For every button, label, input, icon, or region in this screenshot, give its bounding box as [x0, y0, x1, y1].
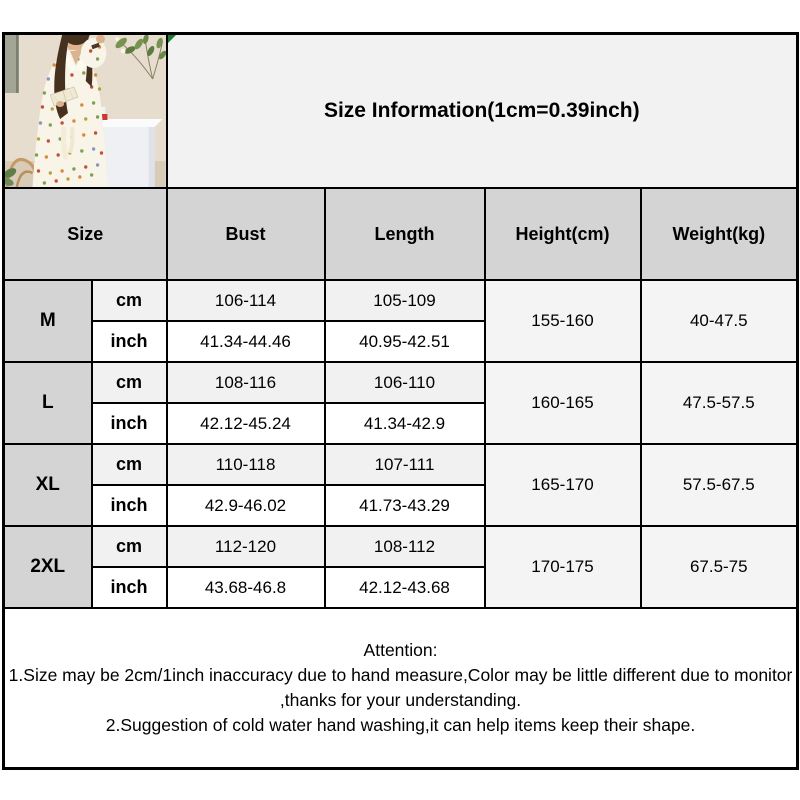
unit-inch: inch: [92, 403, 167, 444]
corner-flag-icon: [168, 35, 176, 43]
size-chart-table: [2, 32, 799, 770]
attention-note-1: 1.Size may be 2cm/1inch inaccuracy due to hand measure,Color may be little different due to monitor ,thanks for your understanding.: [8, 664, 793, 710]
unit-cm: cm: [92, 280, 167, 321]
cell-length-cm: 106-110: [325, 362, 485, 403]
cell-length-inch: 41.34-42.9: [325, 403, 485, 444]
size-label-m: M: [4, 280, 92, 362]
unit-cm: cm: [92, 362, 167, 403]
column-header-bust: Bust: [167, 188, 325, 280]
unit-cm: cm: [92, 526, 167, 567]
size-label-2xl: 2XL: [4, 526, 92, 608]
cell-length-inch: 42.12-43.68: [325, 567, 485, 608]
cell-bust-inch: 42.12-45.24: [167, 403, 325, 444]
column-header-height: Height(cm): [485, 188, 641, 280]
cell-bust-inch: 43.68-46.8: [167, 567, 325, 608]
cell-length-cm: 107-111: [325, 444, 485, 485]
belt-tie: [63, 127, 66, 159]
column-header-weight: Weight(kg): [641, 188, 798, 280]
cell-bust-inch: 41.34-44.46: [167, 321, 325, 362]
attention-notes: [4, 608, 798, 768]
cell-length-inch: 41.73-43.29: [325, 485, 485, 526]
cell-bust-cm: 106-114: [167, 280, 325, 321]
attention-note-2: 2.Suggestion of cold water hand washing,it can help items keep their shape.: [105, 714, 696, 735]
cell-length-cm: 105-109: [325, 280, 485, 321]
size-info-title-cell: [167, 34, 798, 189]
cell-length-cm: 108-112: [325, 526, 485, 567]
cell-weight: 67.5-75: [641, 526, 798, 608]
attention-title: Attention:: [363, 639, 438, 660]
column-header-length: Length: [325, 188, 485, 280]
cell-bust-cm: 110-118: [167, 444, 325, 485]
unit-inch: inch: [92, 567, 167, 608]
cell-height: 170-175: [485, 526, 641, 608]
size-label-xl: XL: [4, 444, 92, 526]
cell-length-inch: 40.95-42.51: [325, 321, 485, 362]
unit-cm: cm: [92, 444, 167, 485]
unit-inch: inch: [92, 321, 167, 362]
size-label-l: L: [4, 362, 92, 444]
cell-height: 155-160: [485, 280, 641, 362]
cell-bust-cm: 112-120: [167, 526, 325, 567]
cell-height: 165-170: [485, 444, 641, 526]
product-photo: [4, 34, 167, 189]
model-photo-illustration: [5, 35, 166, 187]
cell-bust-inch: 42.9-46.02: [167, 485, 325, 526]
cell-bust-cm: 108-116: [167, 362, 325, 403]
column-header-size: Size: [4, 188, 167, 280]
cell-weight: 47.5-57.5: [641, 362, 798, 444]
cell-height: 160-165: [485, 362, 641, 444]
cell-weight: 57.5-67.5: [641, 444, 798, 526]
page-title: Size Information(1cm=0.39inch): [323, 99, 640, 122]
cell-weight: 40-47.5: [641, 280, 798, 362]
unit-inch: inch: [92, 485, 167, 526]
